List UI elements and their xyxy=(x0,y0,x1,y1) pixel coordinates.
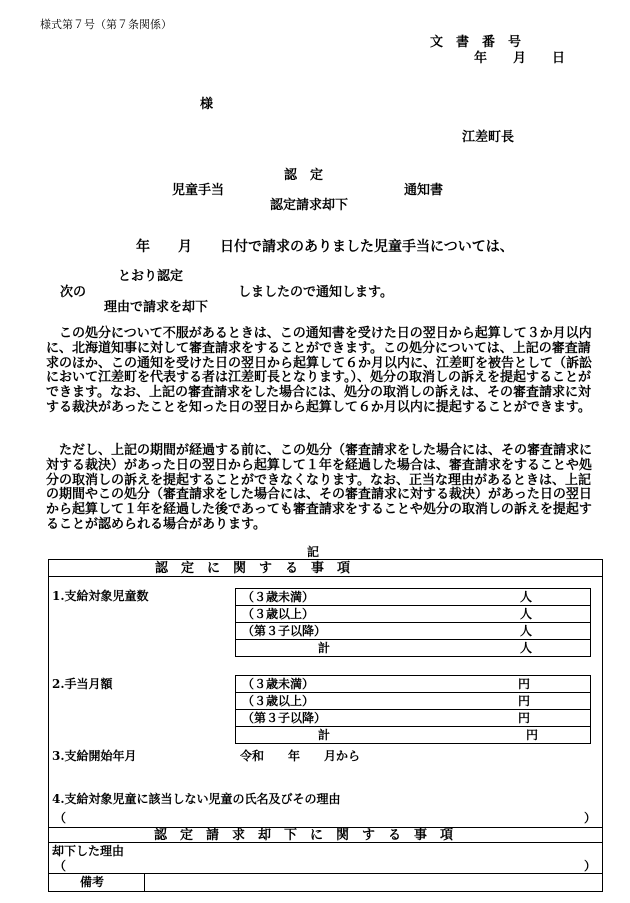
result-reject: 理由で請求を却下 xyxy=(104,300,209,315)
s1-row2-unit: 人 xyxy=(520,607,533,621)
section4-label: 4.支給対象児童に該当しない児童の氏名及びその理由 xyxy=(52,792,341,806)
appeal-paragraph-2: ただし、上記の期間が経過する前に、この処分（審査請求をした場合には、その審査請求に対する裁決）があった日の翌日から起算して１年を経過した場合は、審査請求をすることや処分の取消しの訴えを提起することができなくなります。なお、正当な理由があるときは、上記の期間やこの処分（審査請求をした場合には、その審査請求に対する裁決）があった日の翌日から起算して１年を経過した後であっても審査請求をすることや処分の取消しの訴えを提起することが認められる場合があります。 xyxy=(46,443,593,532)
s1-total-unit: 人 xyxy=(520,641,533,655)
remarks-field[interactable] xyxy=(145,874,601,891)
s2-total-unit: 円 xyxy=(526,728,539,742)
title-right: 通知書 xyxy=(404,183,444,198)
ki-mark: 記 xyxy=(307,545,320,559)
appeal-paragraph-1: この処分について不服があるときは、この通知書を受けた日の翌日から起算して３か月以内に、北海道知事に対して審査請求をすることができます。この処分については、上記の審査請求のほか、この通知を受けた日の翌日から起算して６か月以内に、江差町を被告として（訴訟において江差町を代表する者は江差町長となります。）、処分の取消しの訴えを提起することができます。なお、上記の審査請求をした場合には、処分の取消しの訴えは、その審査請求に対する裁決があったことを知った日の翌日から起算して６か月以内に提起することができます。 xyxy=(46,326,593,415)
form-number: 様式第７号（第７条関係） xyxy=(40,18,172,31)
remarks-label: 備考 xyxy=(80,875,105,889)
result-suffix: しましたので通知します。 xyxy=(238,285,393,300)
s1-row1-unit: 人 xyxy=(520,590,533,604)
issuer-name: 江差町長 xyxy=(462,130,515,145)
s1-row2-label: （３歳以上） xyxy=(242,607,315,621)
s2-row1-unit: 円 xyxy=(518,677,531,691)
reject-close-paren: ） xyxy=(584,859,597,873)
s2-row2-label: （３歳以上） xyxy=(242,694,315,708)
s2-row3-unit: 円 xyxy=(518,711,531,725)
title-certify: 認 定 xyxy=(284,168,324,183)
reject-open-paren: （ xyxy=(54,859,67,873)
s1-row3-unit: 人 xyxy=(520,624,533,638)
s2-row1-label: （３歳未満） xyxy=(242,677,315,691)
s1-row1-label: （３歳未満） xyxy=(242,590,315,604)
issue-date: 年 月 日 xyxy=(474,51,566,66)
title-reject: 認定請求却下 xyxy=(270,198,349,213)
title-left: 児童手当 xyxy=(172,183,225,198)
s1-row3-label: （第３子以降） xyxy=(242,624,327,638)
section4-close-paren: ） xyxy=(584,811,597,825)
s2-total-label: 計 xyxy=(318,728,331,742)
section1-label: 1.支給対象児童数 xyxy=(52,589,149,603)
s1-total-label: 計 xyxy=(318,641,331,655)
section4-open-paren: （ xyxy=(54,811,67,825)
reject-reason-label: 却下した理由 xyxy=(52,844,125,858)
table-header: 認 定 に 関 す る 事 項 xyxy=(155,561,351,576)
s2-row2-unit: 円 xyxy=(518,694,531,708)
start-month-value: 令和 年 月から xyxy=(240,749,361,763)
result-certify: とおり認定 xyxy=(118,269,184,284)
document-number: 文 書 番 号 xyxy=(430,35,522,50)
s2-row3-label: （第３子以降） xyxy=(242,711,327,725)
section3-label: 3.支給開始年月 xyxy=(52,749,137,763)
recipient-suffix: 様 xyxy=(200,97,214,112)
lead-line: 年 月 日付で請求のありました児童手当については、 xyxy=(136,239,514,255)
result-prefix: 次の xyxy=(60,285,87,300)
section2-label: 2.手当月額 xyxy=(52,677,113,691)
reject-header: 認 定 請 求 却 下 に 関 す る 事 項 xyxy=(154,828,454,843)
